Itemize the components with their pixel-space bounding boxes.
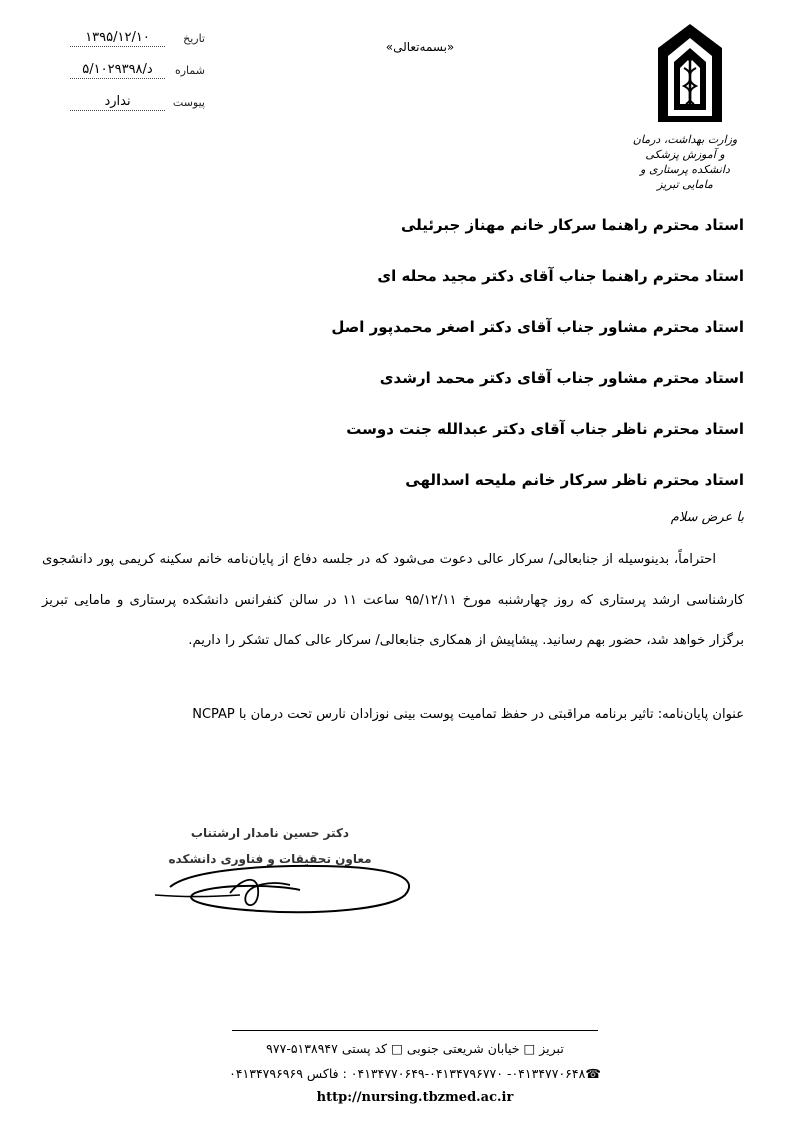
number-row [70, 62, 205, 82]
university-logo [650, 18, 730, 128]
greeting: با عرض سلام [670, 510, 744, 525]
recipient-line: استاد محترم مشاور جناب آقای دکتر محمد ارشدی [379, 369, 744, 387]
recipient-line: استاد محترم راهنما جناب آقای دکتر مجید محله ای [377, 267, 744, 285]
recipient-line: استاد محترم ناظر جناب آقای دکتر عبدالله جنت دوست [346, 420, 744, 438]
logo-caption [630, 132, 740, 192]
logo-caption-ministry: وزارت بهداشت، درمان و آموزش پزشکی [632, 133, 738, 161]
date-value: ۱۳۹۵/۱۲/۱۰ [70, 30, 165, 47]
attachment-label: پیوست [172, 96, 205, 109]
footer-address: تبریز □ خیابان شریعتی جنوبی □ کد پستی ۵۱۳۸۹۴۷-۹۷۷ [266, 1041, 564, 1056]
recipients-list [144, 212, 744, 518]
logo-caption-faculty: دانشکده پرستاری و مامایی تبریز [640, 163, 730, 191]
footer-divider [232, 1030, 598, 1031]
handwritten-signature [150, 835, 420, 930]
letter-body [42, 540, 744, 662]
signatory-name: دکتر حسین نامدار ارشتناب [190, 826, 350, 840]
letter-paragraph: احتراماً، بدینوسیله از جنابعالی/ سرکار عالی دعوت می‌شود که در جلسه دفاع از پایان‌نامه خانم سکینه کریمی پور دانشجوی کارشناسی ارشد پرستاری که روز چهارشنبه مورخ ۹۵/۱۲/۱۱ ساعت ۱۱ در سالن کنفرانس دانشکده پرستاری و مامایی تبریز برگزار خواهد شد، حضور بهم رسانید. پیشاپیش از همکاری جنابعالی/ سرکار عالی کمال تشکر را داریم. [42, 552, 744, 648]
number-label: شماره [174, 64, 205, 77]
recipient-line: استاد محترم مشاور جناب آقای دکتر اصغر محمدپور اصل [331, 318, 744, 336]
recipient-line: استاد محترم ناظر سرکار خانم ملیحه اسدالهی [405, 471, 744, 489]
footer-website-link[interactable]: http://nursing.tbzmed.ac.ir [316, 1090, 514, 1105]
thesis-title: عنوان پایان‌نامه: تاثیر برنامه مراقبتی در حفظ تمامیت پوست بینی نوزادان نارس تحت درمان با NCPAP [192, 707, 744, 722]
attachment-row [70, 94, 205, 114]
recipient-line: استاد محترم راهنما سرکار خانم مهناز جبرئیلی [400, 216, 744, 234]
bismillah: «بسمه‌تعالی» [385, 40, 455, 54]
date-label: تاریخ [183, 32, 205, 45]
attachment-value: ندارد [70, 94, 165, 111]
footer-phones: ☎۰۴۱۳۴۷۷۰۶۴۸- ۰۴۱۳۴۷۷۰۶۴۹-۰۴۱۳۴۷۹۶۷۷۰ : فاکس ۰۴۱۳۴۷۹۶۹۶۹ [229, 1066, 601, 1081]
signatory-title: معاون تحقیقات و فناوری دانشکده [168, 852, 372, 866]
number-value: ۵/د/۱۰۲۹۳۹۸ [70, 62, 165, 79]
date-row [70, 30, 205, 50]
